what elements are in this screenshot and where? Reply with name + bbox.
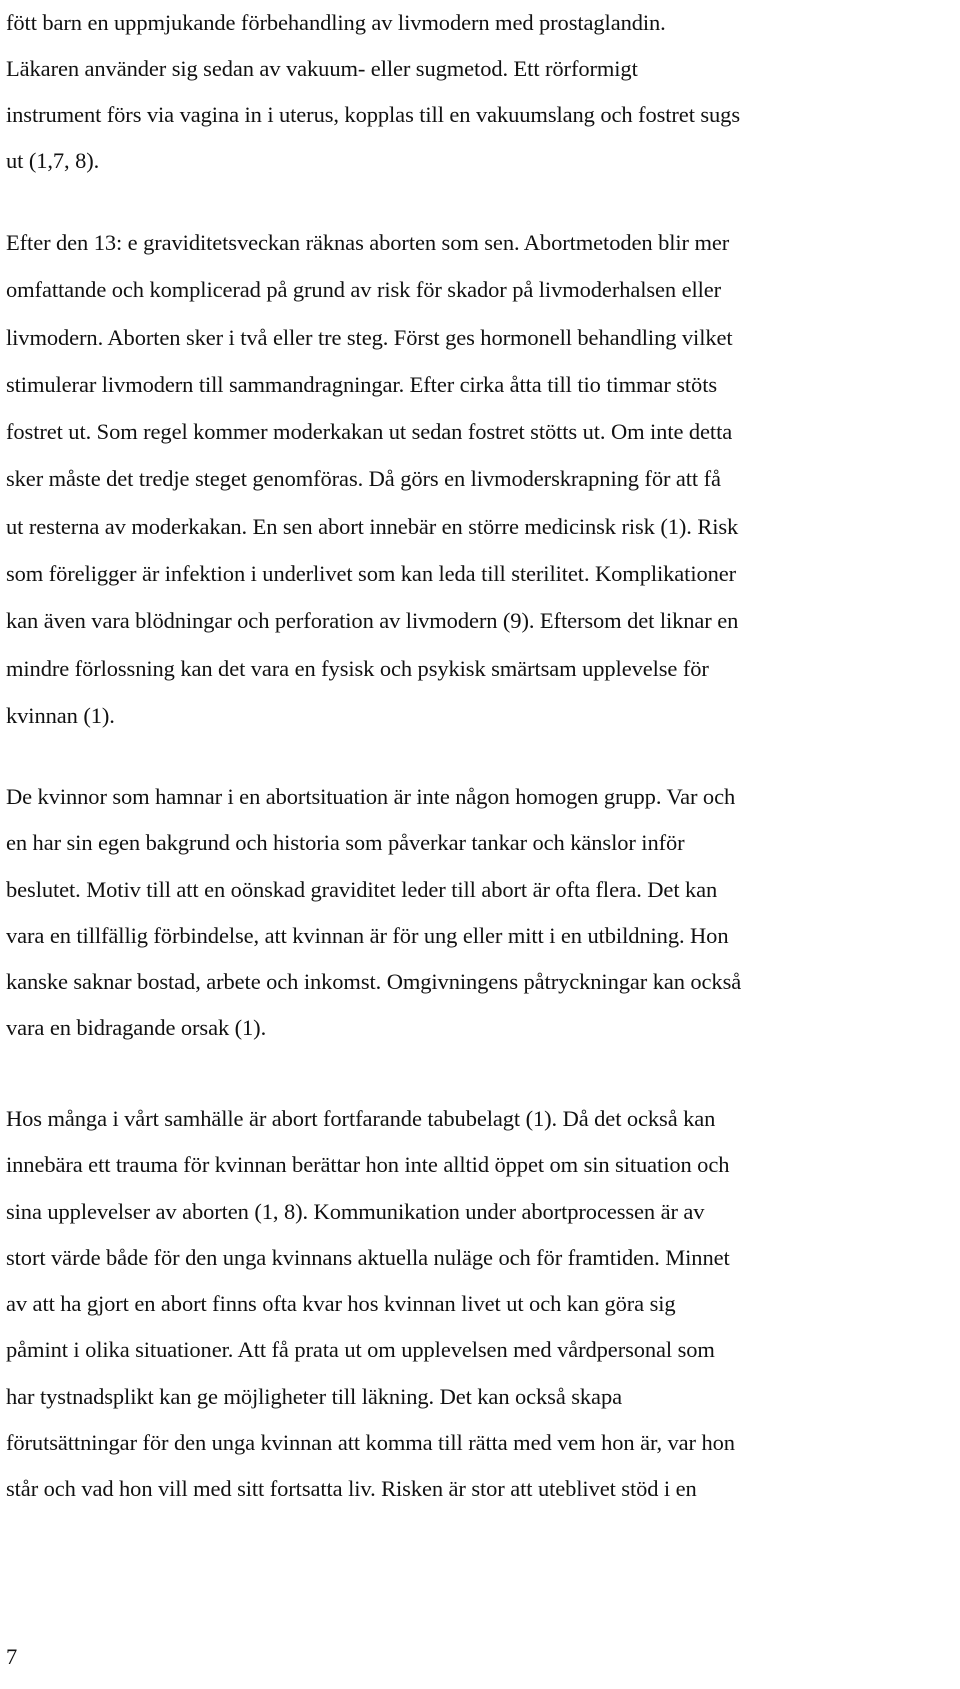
text-line: stimulerar livmodern till sammandragningar. Efter cirka åtta till tio timmar stöts xyxy=(6,371,717,397)
text-line: instrument förs via vagina in i uterus, kopplas till en vakuumslang och fostret sugs xyxy=(6,102,740,127)
text-line: sina upplevelser av aborten (1, 8). Kommunikation under abortprocessen är av xyxy=(6,1198,705,1224)
text-line: mindre förlossning kan det vara en fysisk och psykisk smärtsam upplevelse för xyxy=(6,655,709,681)
paragraph-late-abortion xyxy=(6,219,946,739)
text-line: står och vad hon vill med sitt fortsatta liv. Risken är stor att uteblivet stöd i en xyxy=(6,1476,697,1502)
text-line: De kvinnor som hamnar i en abortsituation är inte någon homogen grupp. Var och xyxy=(6,784,736,809)
text-line: innebära ett trauma för kvinnan berättar hon inte alltid öppet om sin situation och xyxy=(6,1152,730,1178)
text-line: sker måste det tredje steget genomföras. Då görs en livmoderskrapning för att få xyxy=(6,466,721,492)
text-line: kvinnan (1). xyxy=(6,702,115,728)
text-line: vara en bidragande orsak (1). xyxy=(6,1015,267,1041)
text-line: beslutet. Motiv till att en oönskad graviditet leder till abort är ofta flera. Det kan xyxy=(6,876,718,902)
text-line: förutsättningar för den unga kvinnan att komma till rätta med vem hon är, var hon xyxy=(6,1430,735,1456)
text-line: vara en tillfällig förbindelse, att kvinnan är för ung eller mitt i en utbildning. Hon xyxy=(6,922,729,948)
paragraph-abortion-method-early xyxy=(6,0,946,184)
text-line: har tystnadsplikt kan ge möjligheter till läkning. Det kan också skapa xyxy=(6,1383,622,1409)
text-line: Efter den 13: e graviditetsveckan räknas aborten som sen. Abortmetoden blir mer xyxy=(6,230,730,255)
text-line: fött barn en uppmjukande förbehandling av livmodern med prostaglandin. xyxy=(6,10,666,35)
page-number: 7 xyxy=(6,1644,18,1669)
text-line: ut resterna av moderkakan. En sen abort innebär en större medicinsk risk (1). Risk xyxy=(6,513,739,539)
text-line: stort värde både för den unga kvinnans aktuella nuläge och för framtiden. Minnet xyxy=(6,1244,730,1270)
text-line: som föreligger är infektion i underlivet som kan leda till sterilitet. Komplikationer xyxy=(6,561,737,587)
paragraph-taboo-communication xyxy=(6,1096,946,1513)
text-line: omfattande och komplicerad på grund av risk för skador på livmoderhalsen eller xyxy=(6,277,722,303)
text-line: fostret ut. Som regel kommer moderkakan ut sedan fostret stötts ut. Om inte detta xyxy=(6,419,733,445)
text-line: påmint i olika situationer. Att få prata ut om upplevelsen med vårdpersonal som xyxy=(6,1337,715,1363)
text-line: kan även vara blödningar och perforation av livmodern (9). Eftersom det liknar en xyxy=(6,608,739,634)
text-line: livmodern. Aborten sker i två eller tre steg. Först ges hormonell behandling vilket xyxy=(6,324,733,350)
text-line: Hos många i vårt samhälle är abort fortfarande tabubelagt (1). Då det också kan xyxy=(6,1106,716,1131)
paragraph-women-situation xyxy=(6,774,946,1052)
text-line: av att ha gjort en abort finns ofta kvar hos kvinnan livet ut och kan göra sig xyxy=(6,1291,676,1317)
text-line: en har sin egen bakgrund och historia som påverkar tankar och känslor inför xyxy=(6,830,685,856)
text-line: ut (1,7, 8). xyxy=(6,148,100,173)
text-line: Läkaren använder sig sedan av vakuum- eller sugmetod. Ett rörformigt xyxy=(6,56,638,81)
text-line: kanske saknar bostad, arbete och inkomst. Omgivningens påtryckningar kan också xyxy=(6,969,742,995)
